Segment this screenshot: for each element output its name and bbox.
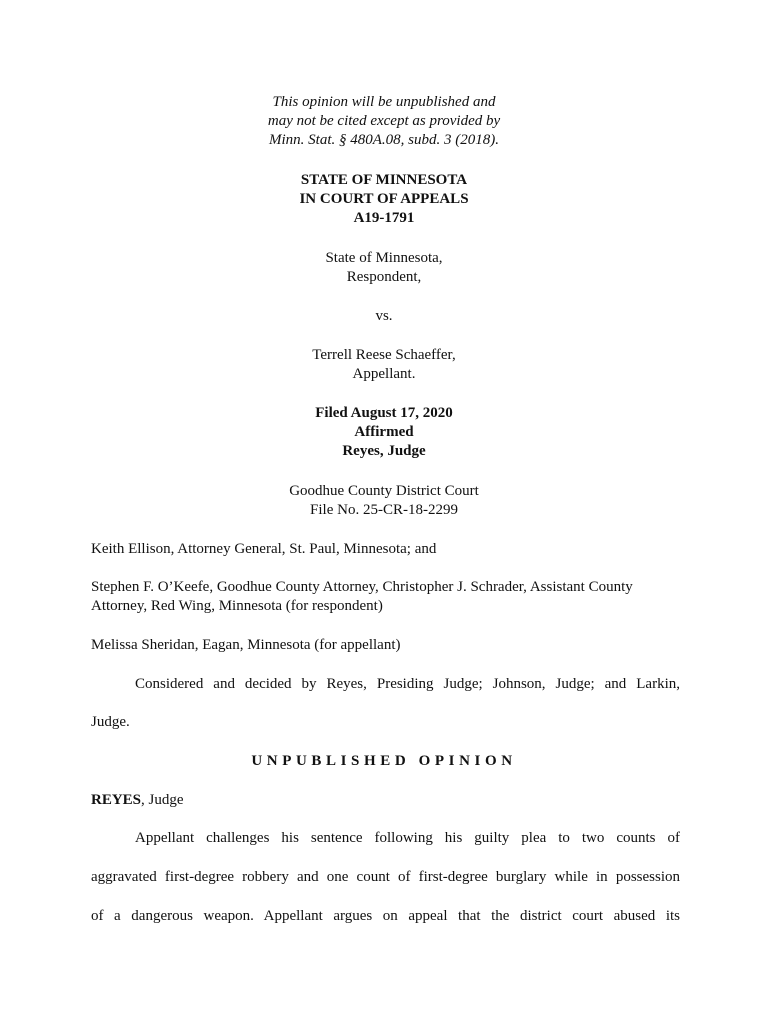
respondent-name: State of Minnesota, [325,250,443,266]
appellant-block [0,346,768,384]
district-court: Goodhue County District Court [289,483,479,499]
opinion-heading: UNPUBLISHED OPINION [251,753,517,769]
notice-line: may not be cited except as provided by [267,113,501,129]
state-heading: STATE OF MINNESOTA [300,172,468,188]
counsel-appellant: Melissa Sheridan, Eagan, Minnesota (for appellant) [91,637,401,653]
filing-block [0,404,768,461]
body-line-2: aggravated first-degree robbery and one count of first-degree burglary while in possession [91,869,680,885]
panel-line-2: Judge. [91,714,130,730]
disposition: Affirmed [354,424,414,440]
author-suffix: , Judge [141,792,184,808]
counsel-county-line: Stephen F. O’Keefe, Goodhue County Attorney, Christopher J. Schrader, Assistant County [91,579,633,595]
notice-line: This opinion will be unpublished and [272,94,496,110]
authoring-judge: Reyes, Judge [342,443,426,459]
versus-text: vs. [375,308,393,324]
author-line [91,791,681,810]
author-name: REYES [91,792,142,808]
file-number: File No. 25-CR-18-2299 [310,502,458,518]
counsel-ag: Keith Ellison, Attorney General, St. Paul, Minnesota; and [91,541,437,557]
docket-number: A19-1791 [353,210,415,226]
panel-line-1: Considered and decided by Reyes, Presiding Judge; Johnson, Judge; and Larkin, [135,676,680,692]
filed-date: Filed August 17, 2020 [315,405,453,421]
body-line-3: of a dangerous weapon. Appellant argues on appeal that the district court abused its [91,908,680,924]
court-heading: IN COURT OF APPEALS [299,191,469,207]
body-line-1: Appellant challenges his sentence following his guilty plea to two counts of [135,830,680,846]
counsel-county-line: Attorney, Red Wing, Minnesota (for respondent) [91,598,383,614]
respondent-role: Respondent, [346,269,422,285]
notice-line: Minn. Stat. § 480A.08, subd. 3 (2018). [269,132,499,148]
court-caption [0,171,768,228]
appellant-role: Appellant. [352,366,416,382]
counsel-county [91,578,691,616]
lower-court-block [0,482,768,520]
respondent-block [0,249,768,287]
appellant-name: Terrell Reese Schaeffer, [312,347,456,363]
publication-notice [0,93,768,150]
